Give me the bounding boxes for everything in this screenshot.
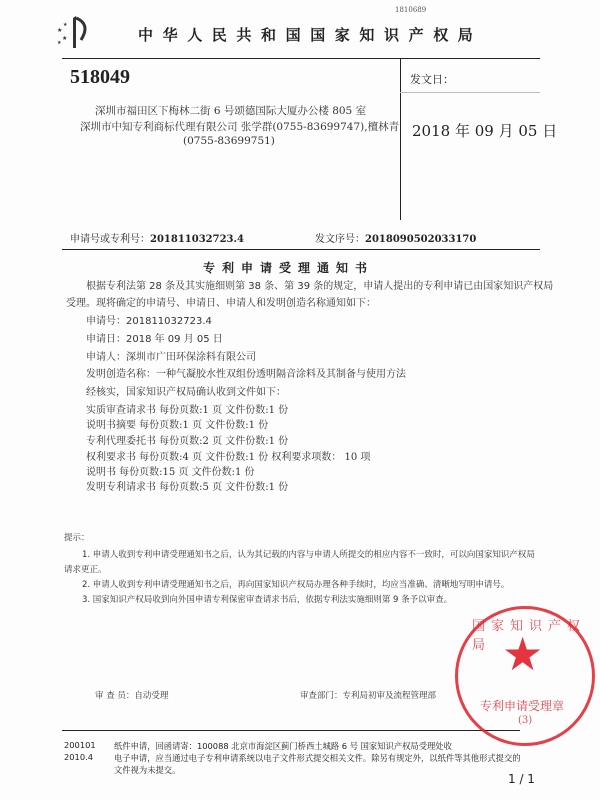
footer-mail-note: 纸件申请，回函请寄：100088 北京市海淀区蓟门桥西土城路 6 号 国家知识产权局受理处收 <box>114 741 452 751</box>
recipient-address: 深圳市福田区下梅林二街 6 号颂德国际大厦办公楼 805 室 <box>95 105 367 117</box>
note-item-cont: 请求更正。 <box>64 565 107 575</box>
applicant: 申请人：深圳市广田环保涂料有限公司 <box>86 352 256 363</box>
svg-text:★: ★ <box>63 22 68 28</box>
footer-divider <box>62 730 520 731</box>
value: 201811032723.4 <box>150 234 244 245</box>
body-paragraph: 根据专利法第 28 条及其实施细则第 38 条、第 39 条的规定，申请人提出的专利申请已由国家知识产权局 <box>86 281 554 292</box>
application-date: 申请日：2018 年 09 月 05 日 <box>86 334 223 345</box>
notes-heading: 提示： <box>64 533 90 543</box>
body-paragraph-cont: 受理。现将确定的申请号、申请日、申请人和发明创造名称通知如下： <box>66 298 376 309</box>
footer-electronic-note: 电子申请，应当通过电子专利申请系统以电子文件形式提交相关文件。除另有规定外，以纸件等其他形式提交的 <box>114 753 521 763</box>
document-item: 说明书摘要 每份页数:1 页 文件份数:1 份 <box>86 420 269 431</box>
svg-text:★: ★ <box>62 35 68 42</box>
recipient-agency: 深圳市中知专利商标代理有限公司 张学群(0755-83699747),檀林青 <box>80 121 400 133</box>
date-divider <box>400 92 540 93</box>
svg-text:★: ★ <box>57 27 63 34</box>
seal-sub-text: (3) <box>518 715 533 726</box>
header-divider <box>62 58 540 59</box>
footer-electronic-note-cont: 文件视为未提交。 <box>114 765 181 775</box>
documents-intro: 经核实，国家知识产权局确认收到文件如下： <box>86 387 286 398</box>
application-number: 申请号：201811032723.4 <box>86 316 212 327</box>
note-item: 3. 国家知识产权局收到向外国申请专利保密审查请求书后，依据专利法实施细则第 9 条予以审查。 <box>82 595 453 605</box>
invention-title: 发明创造名称：一种气凝胶水性双组份透明隔音涂料及其制备与使用方法 <box>86 369 406 380</box>
cnipa-logo-icon <box>55 14 95 50</box>
seal-top-text: 国家知识产权局 <box>472 619 587 653</box>
label: 申请号或专利号： <box>70 234 150 245</box>
dispatch-serial-field <box>315 230 476 245</box>
examining-department: 审查部门：专利局初审及流程管理部 <box>300 691 437 701</box>
svg-text:★: ★ <box>57 40 62 46</box>
note-item: 2. 申请人收到专利申请受理通知书之后，再向国家知识产权局办理各种手续时，均应当准确、清晰地写明申请号。 <box>82 580 510 590</box>
recipient-phone: (0755-83699751) <box>183 135 275 147</box>
page-number: 1 / 1 <box>508 772 535 786</box>
meta-divider <box>62 249 540 250</box>
issue-date: 2018 年 09 月 05 日 <box>412 122 558 140</box>
application-number-field <box>70 230 244 245</box>
examiner: 审 查 员：自动受理 <box>95 691 169 701</box>
document-item: 实质审查请求书 每份页数:1 页 文件份数:1 份 <box>86 405 289 416</box>
document-title: 专利申请受理通知书 <box>203 261 375 275</box>
document-item: 权利要求书 每份页数:4 页 文件份数:1 份 权利要求项数： 10 项 <box>86 452 371 463</box>
note-item: 1. 申请人收到专利申请受理通知书之后，认为其记载的内容与申请人所提交的相应内容不一致时，可以向国家知识产权局 <box>82 550 535 560</box>
star-icon: ★ <box>502 627 544 681</box>
organization-name: 中华人民共和国国家知识产权局 <box>138 26 483 44</box>
document-item: 说明书 每份页数:15 页 文件份数:1 份 <box>86 467 255 478</box>
column-divider <box>400 58 401 220</box>
form-code: 200101 <box>64 740 96 750</box>
document-item: 发明专利请求书 每份页数:5 页 文件份数:1 份 <box>86 482 289 493</box>
official-seal <box>455 606 595 746</box>
postal-code: 518049 <box>70 66 130 88</box>
form-version: 2010.4 <box>64 752 94 762</box>
document-item: 专利代理委托书 每份页数:2 页 文件份数:1 份 <box>86 436 289 447</box>
value: 2018090502033170 <box>365 234 477 245</box>
label: 发文序号： <box>315 234 365 245</box>
issue-date-label: 发文日： <box>410 73 454 86</box>
document-serial: 1810689 <box>395 6 427 14</box>
seal-bottom-text: 专利申请受理章 <box>480 699 565 713</box>
